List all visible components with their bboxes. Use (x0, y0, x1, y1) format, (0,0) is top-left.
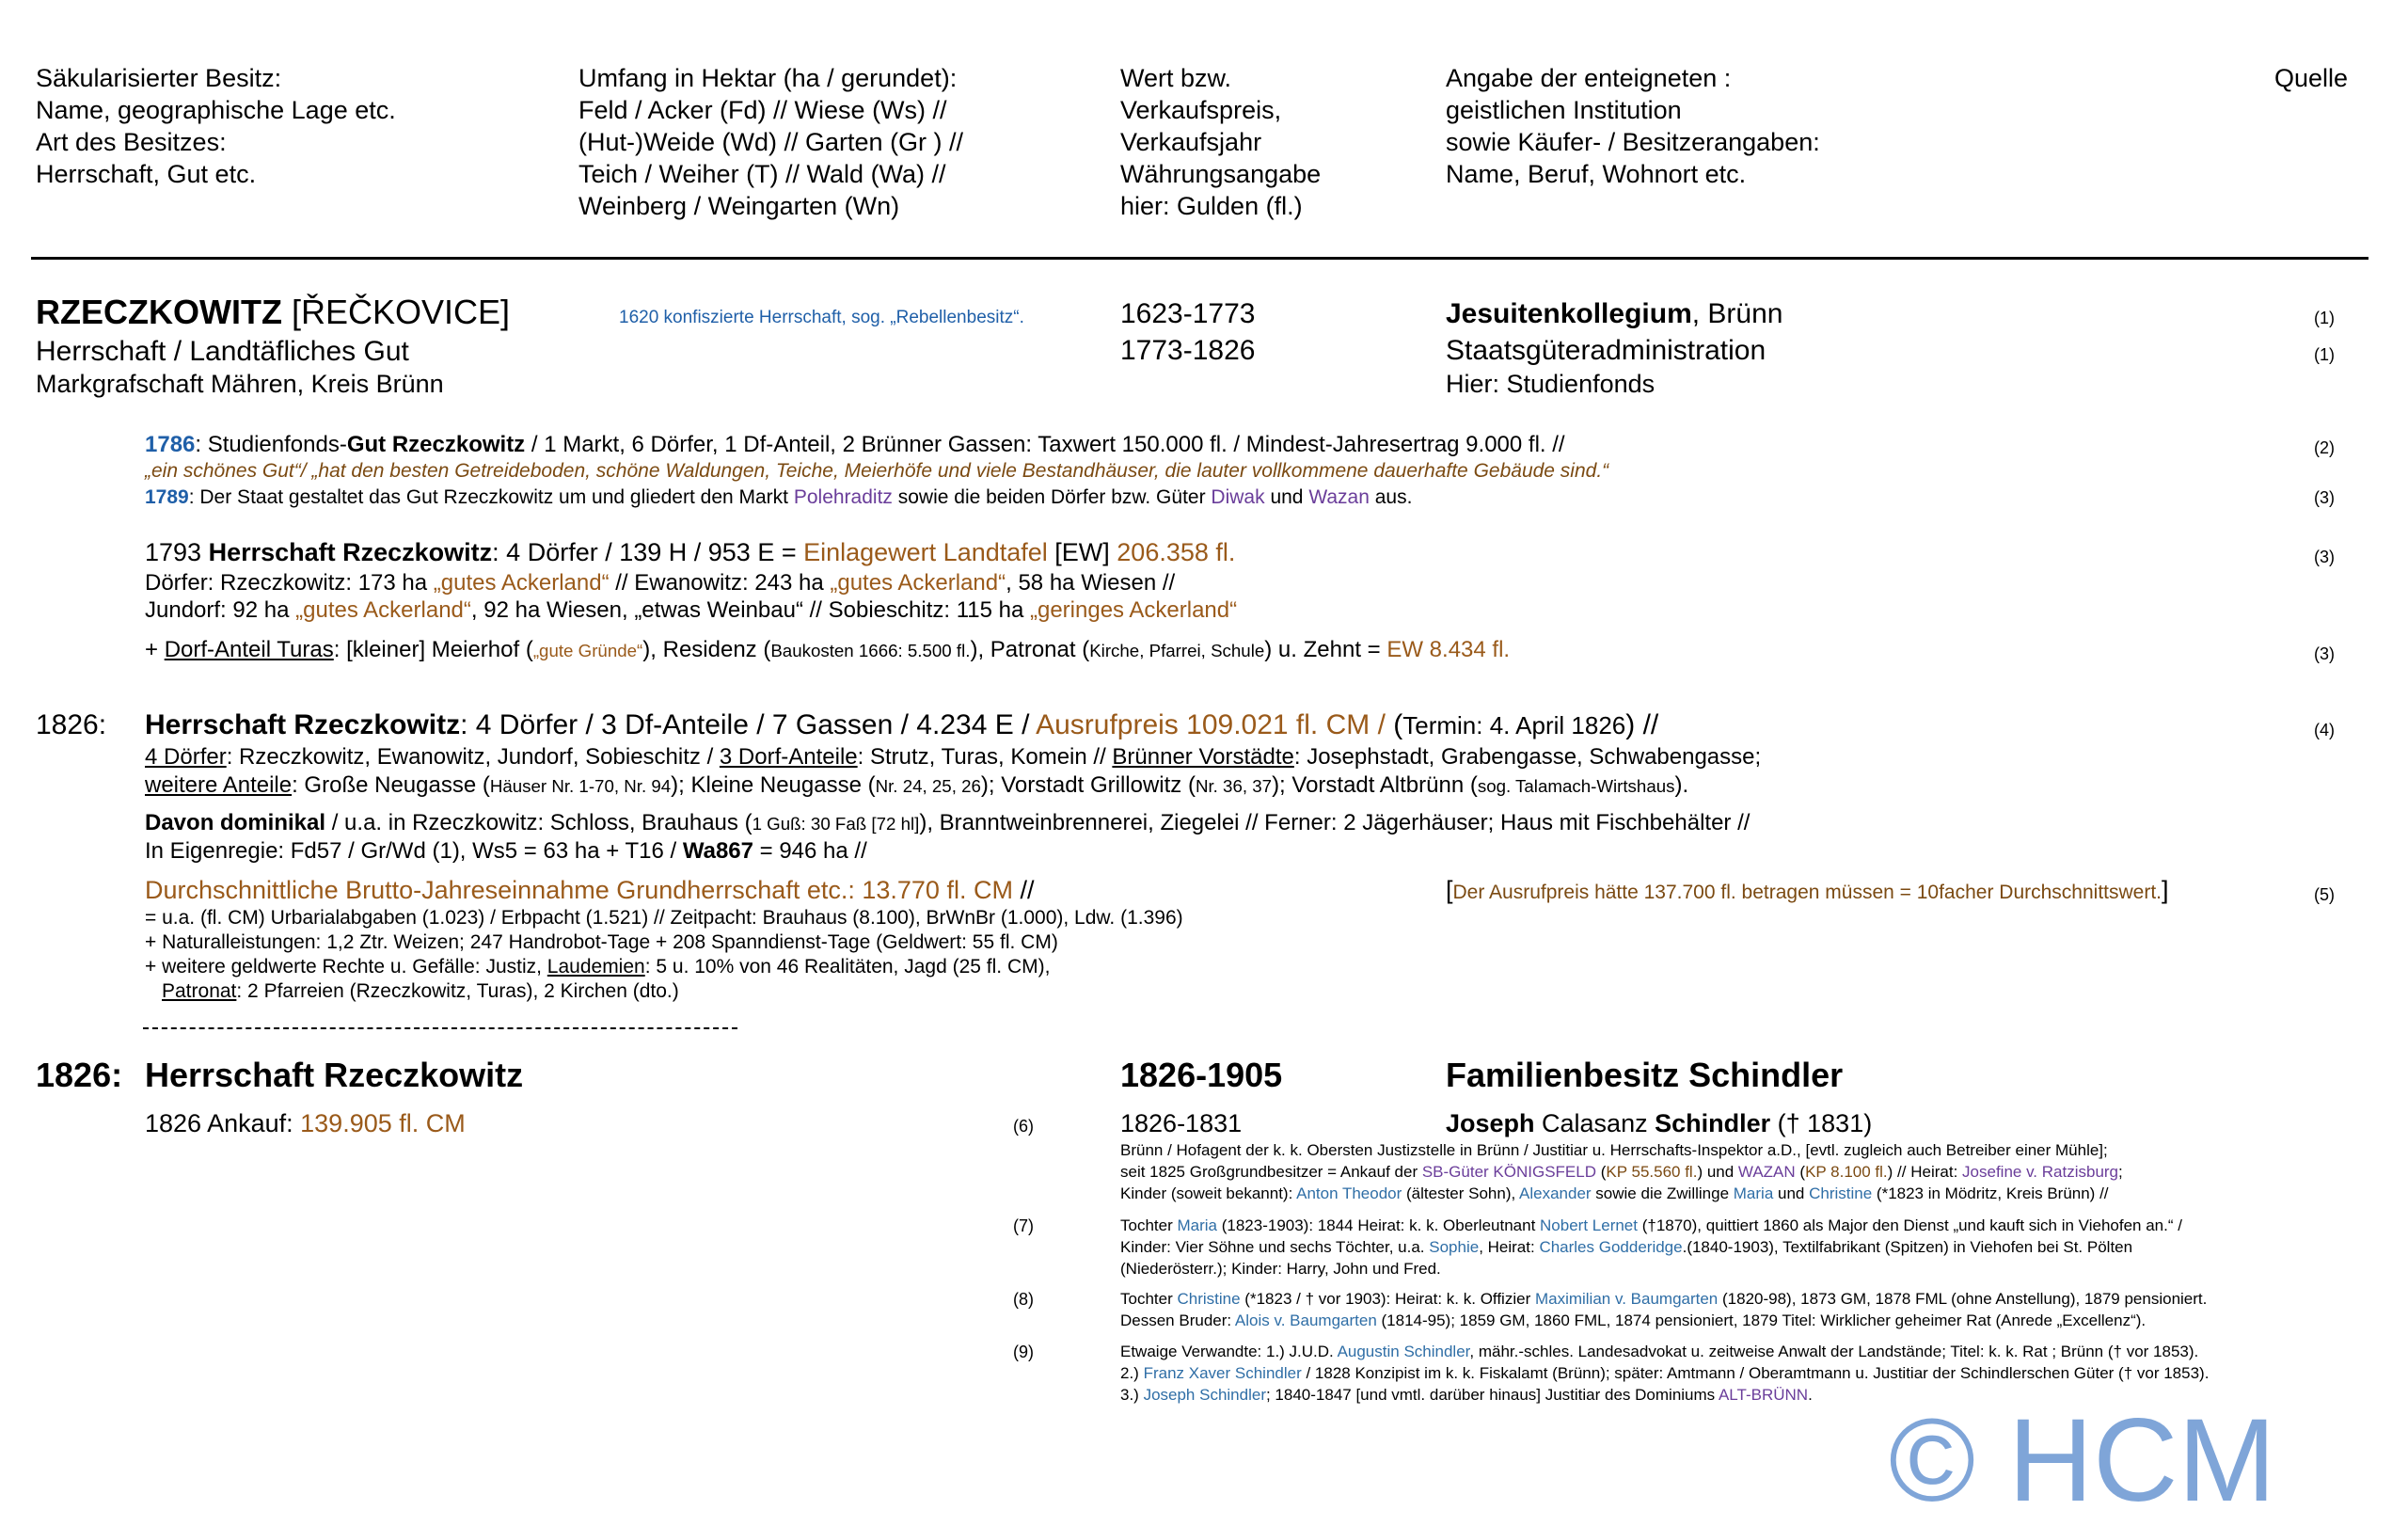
text: = 946 ha // (752, 838, 867, 864)
header-line: Säkularisierter Besitz: (36, 64, 282, 92)
person-link: Sophie (1429, 1238, 1480, 1256)
text: aus. (1369, 486, 1413, 508)
owner-name-1 (1446, 296, 1782, 332)
text: // (1012, 876, 1035, 904)
value: KP 8.100 fl. (1805, 1163, 1888, 1181)
value: 206.358 fl. (1117, 538, 1236, 566)
header-line: geistlichen Institution (1446, 96, 1682, 124)
header-line: Teich / Weiher (T) // Wald (Wa) // (578, 160, 946, 188)
source-ref: (2) (2314, 438, 2335, 457)
family-title: Familienbesitz Schindler (1446, 1056, 1844, 1094)
header-line: Herrschaft, Gut etc. (36, 160, 257, 188)
text: / 1828 Konzipist im k. k. Fiskalamt (Brünn); später: Amtmann / Oberamtmann u. Justitiar der Schindlerschen Güter († vor 1853). (1301, 1364, 2210, 1382)
maria-line: (Niederösterr.); Kinder: Harry, John und Fred. (1120, 1260, 1441, 1278)
sub-line (145, 955, 1050, 978)
text: / 1 Markt, 6 Dörfer, 1 Df-Anteil, 2 Brünner Gassen: Taxwert 150.000 fl. / Mindest-Jahresertrag 9.000 fl. // (525, 432, 1565, 457)
text-underlined: 4 Dörfer (145, 744, 227, 770)
header-line: Währungsangabe (1120, 160, 1322, 188)
text: .(1840-1903), Textilfabrikant (Spitzen) in Viehofen bei St. Pölten (1682, 1238, 2133, 1256)
paragraph-1826 (145, 707, 1658, 743)
text: sowie die beiden Dörfer bzw. Güter (892, 486, 1212, 508)
value: Ausrufpreis 109.021 fl. CM / (1036, 709, 1394, 740)
text-small: 1 Guß: 30 Faß [72 hl] (752, 814, 920, 834)
header-line: Verkaufsjahr (1120, 128, 1262, 156)
place-link: Diwak (1211, 486, 1265, 508)
text: ) u. Zehnt = (1264, 637, 1387, 662)
value: EW 8.434 fl. (1386, 637, 1511, 662)
text-small: Kirche, Pfarrei, Schule (1089, 641, 1265, 660)
value: KP 55.560 fl. (1606, 1163, 1698, 1181)
person-link: Christine (1177, 1290, 1241, 1308)
christine-line (1120, 1311, 2146, 1331)
text: Jundorf: 92 ha (145, 597, 296, 623)
header-col-area (578, 62, 963, 222)
text: : Der Staat gestaltet das Gut Rzeczkowitz um und gliedert den Markt (188, 486, 794, 508)
text-underlined: Brünner Vorstädte (1112, 744, 1294, 770)
text-small: Nr. 36, 37 (1195, 776, 1273, 796)
owner-sub: Hier: Studienfonds (1446, 370, 1656, 398)
source-ref: (8) (1013, 1290, 1034, 1309)
relatives-line (1120, 1363, 2209, 1384)
bracket: ] (2162, 876, 2169, 904)
text: ; 1840-1847 [und vmtl. darüber hinaus] Justitiar des Dominiums (1265, 1386, 1719, 1404)
quote-text: „gutes Ackerland“ (830, 570, 1006, 596)
quote-1786: „ein schönes Gut“/ „hat den besten Getreideboden, schöne Waldungen, Teiche, Meierhöfe und viele Bestandhäuser, die lauter vollkommene dauerhafte Gebäude sind.“ (145, 460, 1609, 482)
side-note-text: Der Ausrufpreis hätte 137.700 fl. betragen müssen = 10facher Durchschnittswert. (1452, 882, 2162, 903)
text: ( (1596, 1163, 1607, 1181)
text: : Große Neugasse ( (292, 772, 490, 798)
quote-text: „gute Gründe“ (532, 641, 643, 660)
source-ref: (3) (2314, 548, 2335, 566)
joseph-line: Brünn / Hofagent der k. k. Obersten Justizstelle in Brünn / Justitiar u. Herrschafts-Inspektor a.D., [evtl. zugleich auch Betreiber einer Mühle]; (1120, 1141, 2108, 1159)
text: , 58 ha Wiesen // (1006, 570, 1176, 596)
text: 3.) (1120, 1386, 1144, 1404)
entry-title-name: RZECZKOWITZ (36, 293, 282, 331)
paragraph-1793-villages (145, 569, 1175, 597)
text: seit 1825 Großgrundbesitzer = Ankauf der (1120, 1163, 1422, 1181)
quote-text: „geringes Ackerland“ (1029, 597, 1238, 623)
text-bold: Herrschaft Rzeczkowitz (208, 538, 493, 566)
place-link: Wazan (1308, 486, 1370, 508)
person-link: Maria (1733, 1184, 1774, 1202)
sale-year: 1826: (36, 1056, 123, 1094)
text-small: sog. Talamach-Wirtshaus (1477, 776, 1675, 796)
person-link: Joseph Schindler (1143, 1386, 1266, 1404)
text: 2.) (1120, 1364, 1144, 1382)
person-link: Franz Xaver Schindler (1143, 1364, 1302, 1382)
text-bold: Davon dominikal (145, 810, 326, 835)
quote-text: „gutes Ackerland“ (295, 597, 471, 623)
text: + (145, 637, 165, 662)
text-underlined: Dorf-Anteil Turas (164, 637, 334, 662)
place-link: SB-Güter KÖNIGSFELD (1421, 1163, 1596, 1181)
entry-title-alt: [ŘEČKOVICE] (291, 293, 511, 331)
source-ref: (3) (2314, 488, 2335, 507)
entry-location: Markgrafschaft Mähren, Kreis Brünn (36, 370, 444, 398)
text: : 2 Pfarreien (Rzeczkowitz, Turas), 2 Kirchen (dto.) (236, 980, 679, 1002)
paragraph-1826-dominikal (145, 809, 1750, 838)
header-col-source: Quelle (2274, 64, 2349, 92)
year-1826: 1826: (36, 709, 107, 740)
person-link: Augustin Schindler (1337, 1343, 1470, 1360)
text: sowie die Zwillinge (1591, 1184, 1734, 1202)
person-link: Maximilian v. Baumgarten (1534, 1290, 1719, 1308)
paragraph-1826-parts (145, 743, 1761, 771)
header-line: Name, geographische Lage etc. (36, 96, 396, 124)
text: (*1823 in Mödritz, Kreis Brünn) // (1872, 1184, 2109, 1202)
person-link: Alois v. Baumgarten (1234, 1311, 1377, 1329)
owner-name-bold: Jesuitenkollegium (1446, 298, 1692, 329)
separator-dashed (143, 1027, 737, 1029)
text: / u.a. in Rzeczkowitz: Schloss, Brauhaus ( (325, 810, 752, 835)
text: Dessen Bruder: (1120, 1311, 1235, 1329)
year-1786: 1786 (145, 432, 196, 457)
text: (*1823 / † vor 1903): Heirat: k. k. Offizier (1240, 1290, 1535, 1308)
header-line: Angabe der enteigneten : (1446, 64, 1732, 92)
text: : [kleiner] Meierhof ( (333, 637, 533, 662)
place-link: WAZAN (1737, 1163, 1796, 1181)
text: : Strutz, Turas, Komein // (857, 744, 1113, 770)
text-underlined: weitere Anteile (145, 772, 293, 798)
text-bold: Joseph (1446, 1109, 1535, 1137)
text: ), Residenz ( (642, 637, 771, 662)
header-line: Feld / Acker (Fd) // Wiese (Ws) // (578, 96, 947, 124)
text: ; (2118, 1163, 2123, 1181)
text: (†1870), quittiert 1860 als Major den Dienst „und kauft sich in Viehofen an.“ / (1637, 1216, 2182, 1234)
text: Tochter (1120, 1290, 1178, 1308)
family-years: 1826-1905 (1120, 1056, 1283, 1094)
header-line: Umfang in Hektar (ha / gerundet): (578, 64, 958, 92)
paragraph-1826-parts-2 (145, 771, 1688, 801)
text: und (1264, 486, 1309, 508)
text: , Heirat: (1479, 1238, 1540, 1256)
text-small: Baukosten 1666: 5.500 fl. (770, 641, 971, 660)
source-ref: (7) (1013, 1216, 1034, 1235)
text: Dörfer: Rzeczkowitz: 173 ha (145, 570, 434, 596)
source-ref: (5) (2314, 885, 2335, 904)
header-col-institution (1446, 62, 1820, 190)
text: ); Vorstadt Grillowitz ( (980, 772, 1196, 798)
source-ref: (1) (2314, 345, 2335, 364)
owner-years-1: 1623-1773 (1120, 298, 1256, 329)
text-underlined: Laudemien (547, 956, 645, 978)
family-joseph (1446, 1108, 1872, 1139)
entry-type: Herrschaft / Landtäfliches Gut (36, 336, 409, 367)
sub-line: + Naturalleistungen: 1,2 Ztr. Weizen; 247 Handrobot-Tage + 208 Spanndienst-Tage (Geldwert: 55 fl. CM) (145, 931, 1058, 953)
source-ref: (9) (1013, 1343, 1034, 1361)
owner-years-2: 1773-1826 (1120, 335, 1256, 366)
value-label: Einlagewert Landtafel (803, 538, 1048, 566)
paragraph-1789 (145, 485, 1412, 509)
text: Kinder (soweit bekannt): (1120, 1184, 1297, 1202)
text: : 4 Dörfer / 3 Df-Anteile / 7 Gassen / 4.234 E / (460, 709, 1037, 740)
text: [EW] (1047, 538, 1117, 566)
text: In Eigenregie: Fd57 / Gr/Wd (1), Ws5 = 63 ha + T16 / (145, 838, 683, 864)
person-link: Anton Theodor (1296, 1184, 1402, 1202)
text: (1820-98), 1873 GM, 1878 FML (ohne Anstellung), 1879 pensioniert. (1718, 1290, 2208, 1308)
text: // Ewanowitz: 243 ha (609, 570, 831, 596)
place-link: Polehraditz (793, 486, 893, 508)
text-small: Nr. 24, 25, 26 (875, 776, 981, 796)
text: , 92 ha Wiesen, „etwas Weinbau“ // Sobieschitz: 115 ha (470, 597, 1030, 623)
sub-line (162, 979, 679, 1003)
text-bold: Gut Rzeczkowitz (346, 432, 526, 457)
sale-title: Herrschaft Rzeczkowitz (145, 1056, 524, 1094)
paragraph-1786 (145, 431, 1565, 459)
header-line: Art des Besitzes: (36, 128, 227, 156)
person-link: Nobert Lernet (1540, 1216, 1638, 1234)
header-col-value (1120, 62, 1321, 222)
source-ref: (1) (2314, 309, 2335, 327)
text: Kinder: Vier Söhne und sechs Töchter, u.a. (1120, 1238, 1430, 1256)
text: ). (1674, 772, 1689, 798)
text: : 4 Dörfer / 139 H / 953 E = (492, 538, 804, 566)
maria-line (1120, 1237, 2132, 1258)
relatives-line (1120, 1385, 1813, 1406)
maria-line (1120, 1216, 2182, 1236)
paragraph-1793-turas (145, 636, 1510, 665)
text: ( (1393, 709, 1403, 740)
text: + weitere geldwerte Rechte u. Gefälle: Justiz, (145, 956, 547, 978)
text: : Josephstadt, Grabengasse, Schwabengasse; (1293, 744, 1762, 770)
text: ) // (1625, 709, 1659, 740)
text: Calasanz (1534, 1109, 1656, 1137)
text-bold: Herrschaft Rzeczkowitz (145, 709, 461, 740)
text: ); Vorstadt Altbrünn ( (1272, 772, 1478, 798)
text: und (1773, 1184, 1810, 1202)
header-line: (Hut-)Weide (Wd) // Garten (Gr ) // (578, 128, 964, 156)
text: , mähr.-schles. Landesadvokat u. zeitweise Anwalt der Landstände; Titel: k. k. Rat ; Brünn († vor 1853). (1469, 1343, 2199, 1360)
text: ); Kleine Neugasse ( (671, 772, 876, 798)
source-ref: (4) (2314, 721, 2335, 739)
text: 1793 (145, 538, 209, 566)
text-small: Häuser Nr. 1-70, Nr. 94 (489, 776, 672, 796)
text: ), Branntweinbrennerei, Ziegelei // Ferner: 2 Jägerhäuser; Haus mit Fischbehälter // (919, 810, 1751, 835)
person-link: Charles Godderidge (1539, 1238, 1683, 1256)
text: . (1808, 1386, 1813, 1404)
owner-name-rest: , Brünn (1691, 298, 1783, 329)
source-ref: (6) (1013, 1117, 1034, 1136)
copyright-watermark: © HCM (1889, 1395, 2276, 1526)
quote-text: „gutes Ackerland“ (433, 570, 610, 596)
joseph-line (1120, 1162, 2123, 1183)
text-bold: Wa867 (682, 838, 753, 864)
paragraph-1826-income (145, 875, 1034, 906)
text: ), Patronat ( (970, 637, 1090, 662)
place-link: ALT-BRÜNN (1718, 1386, 1809, 1404)
header-line: Verkaufspreis, (1120, 96, 1282, 124)
entry-title (36, 292, 510, 333)
header-line: Weinberg / Weingarten (Wn) (578, 192, 900, 220)
text: Tochter (1120, 1216, 1178, 1234)
person-link: Alexander (1519, 1184, 1592, 1202)
text: : Studienfonds- (195, 432, 347, 457)
text-underlined: 3 Dorf-Anteile (719, 744, 858, 770)
header-line: hier: Gulden (fl.) (1120, 192, 1303, 220)
text: : Rzeczkowitz, Ewanowitz, Jundorf, Sobieschitz / (226, 744, 720, 770)
header-divider (31, 257, 2368, 260)
text: (1814-95); 1859 GM, 1860 FML, 1874 pensioniert, 1879 Titel: Wirklicher geheimer Rat (Anrede „Excellenz“). (1376, 1311, 2147, 1329)
person-link: Josefine v. Ratzisburg (1962, 1163, 2119, 1181)
header-line: Wert bzw. (1120, 64, 1232, 92)
text: Termin: 4. April 1826 (1402, 711, 1626, 739)
text: ) und (1697, 1163, 1738, 1181)
bracket: [ (1446, 876, 1453, 904)
text: (ältester Sohn), (1402, 1184, 1520, 1202)
joseph-line (1120, 1184, 2109, 1204)
person-link: Christine (1809, 1184, 1873, 1202)
paragraph-1793-villages-2 (145, 596, 1237, 625)
owner-name-2: Staatsgüteradministration (1446, 335, 1766, 366)
family-sub-years: 1826-1831 (1120, 1109, 1243, 1137)
sub-line: = u.a. (fl. CM) Urbarialabgaben (1.023) / Erbpacht (1.521) // Zeitpacht: Brauhaus (8.100), BrWnBr (1.000), Ldw. (1.396) (145, 907, 1183, 929)
text: ( (1795, 1163, 1806, 1181)
text: ) // Heirat: (1887, 1163, 1963, 1181)
value: 139.905 fl. CM (300, 1109, 466, 1137)
text: Etwaige Verwandte: 1.) J.U.D. (1120, 1343, 1338, 1360)
relatives-line (1120, 1342, 2198, 1362)
text-underlined: Patronat (162, 980, 237, 1002)
header-line: sowie Käufer- / Besitzerangaben: (1446, 128, 1820, 156)
source-ref: (3) (2314, 644, 2335, 663)
text: 1826 Ankauf: (145, 1109, 301, 1137)
header-col-property (36, 62, 396, 190)
side-note-1826 (1446, 875, 2169, 908)
christine-line (1120, 1289, 2207, 1310)
text: : 5 u. 10% von 46 Realitäten, Jagd (25 fl. CM), (644, 956, 1051, 978)
entry-note: 1620 konfiszierte Herrschaft, sog. „Rebellenbesitz“. (619, 308, 1024, 327)
sale-ankauf (145, 1108, 466, 1139)
person-link: Maria (1177, 1216, 1217, 1234)
value: Durchschnittliche Brutto-Jahreseinnahme Grundherrschaft etc.: 13.770 fl. CM (145, 876, 1013, 904)
year-1789: 1789 (145, 486, 189, 508)
text-bold: Schindler (1655, 1109, 1771, 1137)
header-line: Name, Beruf, Wohnort etc. (1446, 160, 1747, 188)
text: († 1831) (1770, 1109, 1873, 1137)
text: (1823-1903): 1844 Heirat: k. k. Oberleutnant (1217, 1216, 1541, 1234)
paragraph-1793 (145, 537, 1235, 568)
paragraph-1826-eigenregie (145, 837, 867, 866)
